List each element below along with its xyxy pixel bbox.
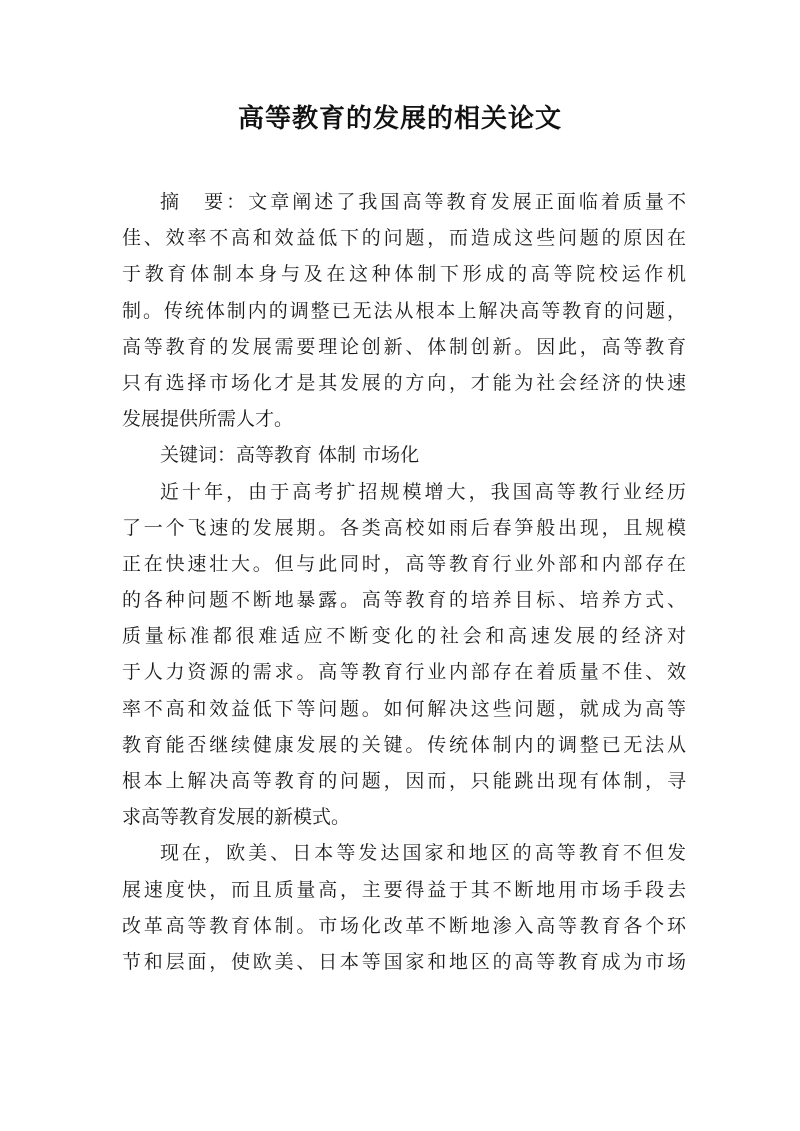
paragraph-line: 根本上解决高等教育的问题，因而，只能跳出现有体制，寻	[122, 770, 686, 792]
keywords-line: 关键词：高等教育 体制 市场化	[160, 444, 420, 467]
paragraph-line: 现在，欧美、日本等发达国家和地区的高等教育不但发	[160, 842, 686, 865]
abstract-line: 佳、效率不高和效益低下的问题，而造成这些问题的原因在	[122, 227, 686, 250]
paragraph-line: 节和层面，使欧美、日本等国家和地区的高等教育成为市场	[122, 950, 686, 973]
paragraph-line: 教育能否继续健康发展的关键。传统体制内的调整已无法从	[122, 733, 686, 756]
paragraph-line: 改革高等教育体制。市场化改革不断地渗入高等教育各个环	[122, 914, 686, 937]
paragraph-line: 近十年，由于高考扩招规模增大，我国高等教行业经历	[160, 480, 686, 503]
abstract-line: 高等教育的发展需要理论创新、体制创新。因此，高等教育	[122, 335, 686, 358]
paragraph-line: 了一个飞速的发展期。各类高校如雨后春笋般出现，且规模	[122, 516, 686, 539]
abstract-line: 发展提供所需人才。	[122, 408, 294, 431]
abstract-line: 摘 要：文章阐述了我国高等教育发展正面临着质量不	[160, 191, 686, 213]
page-title: 高等教育的发展的相关论文	[237, 104, 562, 134]
paragraph-line: 质量标准都很难适应不断变化的社会和高速发展的经济对	[122, 625, 686, 648]
abstract-line: 制。传统体制内的调整已无法从根本上解决高等教育的问题，	[122, 299, 686, 322]
paragraph-line: 求高等教育发展的新模式。	[122, 806, 351, 829]
paragraph-line: 率不高和效益低下等问题。如何解决这些问题，就成为高等	[122, 697, 686, 720]
document-body	[122, 184, 692, 980]
paragraph-line: 于人力资源的需求。高等教育行业内部存在着质量不佳、效	[122, 661, 686, 684]
paragraph-line: 展速度快，而且质量高，主要得益于其不断地用市场手段去	[122, 878, 686, 901]
paragraph-line: 正在快速壮大。但与此同时，高等教育行业外部和内部存在	[122, 552, 686, 575]
abstract-line: 于教育体制本身与及在这种体制下形成的高等院校运作机	[122, 263, 686, 286]
paragraph-line: 的各种问题不断地暴露。高等教育的培养目标、培养方式、	[122, 589, 686, 612]
abstract-line: 只有选择市场化才是其发展的方向，才能为社会经济的快速	[122, 371, 686, 394]
